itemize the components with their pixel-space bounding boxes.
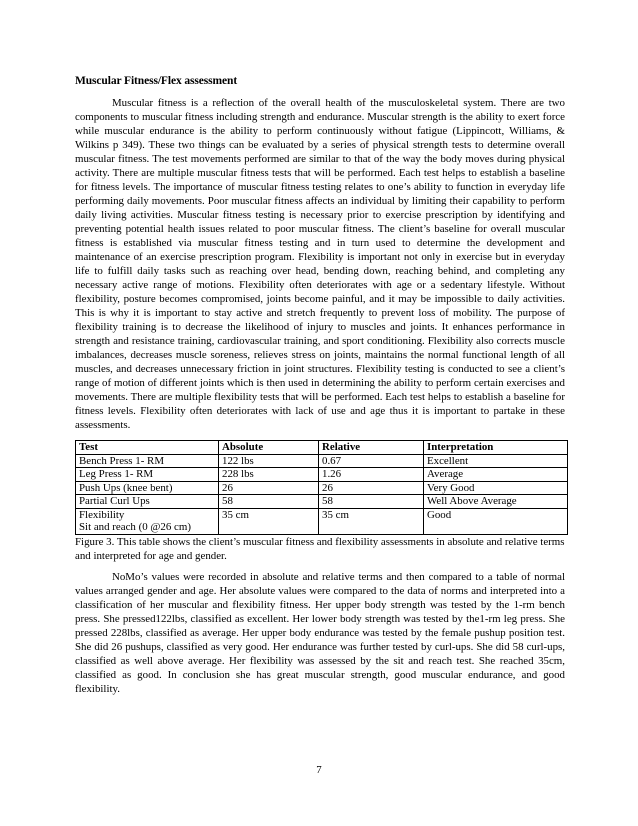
cell-test <box>76 508 219 534</box>
cell-test: Partial Curl Ups <box>76 495 219 509</box>
header-absolute: Absolute <box>219 441 319 455</box>
table-caption: Figure 3. This table shows the client’s muscular fitness and flexibility assessments in absolute and relative terms and interpreted for age and gender. <box>75 536 565 562</box>
cell-test: Push Ups (knee bent) <box>76 481 219 495</box>
cell-test: Leg Press 1- RM <box>76 468 219 482</box>
cell-relative: 1.26 <box>319 468 424 482</box>
cell-test: Bench Press 1- RM <box>76 454 219 468</box>
cell-absolute: 122 lbs <box>219 454 319 468</box>
table-row <box>76 481 568 495</box>
section-heading: Muscular Fitness/Flex assessment <box>75 75 238 87</box>
cell-interpretation: Well Above Average <box>424 495 568 509</box>
header-test: Test <box>76 441 219 455</box>
table-row <box>76 508 568 534</box>
cell-absolute: 26 <box>219 481 319 495</box>
intro-paragraph-text: Muscular fitness is a reflection of the overall health of the musculoskeletal system. There are two components to muscular fitness including strength and endurance. Muscular strength is the ability to exert force while muscular endurance is the ability to perform continuously without fatigue (Lippincott, Williams, & Wilkins p 349). These two things can be evaluated by a series of physical strength tests to determine overall muscular fitness. The test movements performed are similar to that of the way the body moves during physical activity. There are multiple muscular fitness tests that will be performed. Each test helps to establish a baseline for fitness levels. The importance of muscular fitness testing relates to one’s ability to function in everyday life performing daily movements. Poor muscular fitness affects an individual by limiting their capability to perform daily living activities. Muscular fitness testing is necessary prior to exercise prescription by identifying and preventing potential health issues related to poor muscular fitness. The client’s baseline for overall muscular fitness is established via muscular fitness testing and in turn used to determine the development and maintenance of an exercise prescription program. Flexibility is important not only in exercise but in everyday life to fulfill daily tasks such as reaching over head, bending down, reaching behind, and completing any necessary active range of motions. Flexibility often deteriorates with age or a sedentary lifestyle. Without flexibility, posture becomes compromised, joints become painful, and it may be impossible to daily activities. This is why it is important to stay active and stretch frequently to prevent loss of mobility. The purpose of flexibility training is to decrease the likelihood of injury to muscles and joints. It enhances performance in strength and resistance training, cardiovascular training, and sport conditioning. Flexibility also corrects muscle imbalances, decreases muscle soreness, relieves stress on joints, maintains the normal functional length of all muscles, and decreases unnecessary friction in joint structures. Flexibility testing is conducted to see a client’s range of motion of different joints which is then used in determining the ability to perform certain exercises and movements. There are multiple flexibility tests that will be performed. Each test helps to establish a baseline for fitness levels. Flexibility often deteriorates with lack of use and age thus it is important to partake in these assessments. <box>75 97 565 431</box>
cell-interpretation: Good <box>424 508 568 534</box>
cell-interpretation: Average <box>424 468 568 482</box>
cell-relative: 26 <box>319 481 424 495</box>
cell-test-line1: Flexibility <box>79 508 125 521</box>
fitness-results-table <box>75 440 568 535</box>
cell-relative: 0.67 <box>319 454 424 468</box>
page-number: 7 <box>316 764 322 776</box>
cell-test-line2: Sit and reach (0 @26 cm) <box>79 521 191 533</box>
cell-absolute: 35 cm <box>219 508 319 534</box>
table-row <box>76 495 568 509</box>
cell-relative: 35 cm <box>319 508 424 534</box>
cell-absolute: 228 lbs <box>219 468 319 482</box>
cell-interpretation: Very Good <box>424 481 568 495</box>
cell-relative: 58 <box>319 495 424 509</box>
table-row <box>76 454 568 468</box>
table-row <box>76 468 568 482</box>
header-interpretation: Interpretation <box>424 441 568 455</box>
results-paragraph <box>75 570 565 696</box>
table-header-row <box>76 441 568 455</box>
cell-interpretation: Excellent <box>424 454 568 468</box>
results-paragraph-text: NoMo’s values were recorded in absolute and relative terms and then compared to a table of normal values arranged gender and age. Her absolute values were compared to the data of norms and interpreted into a classification of her muscular and flexibility fitness. Her upper body strength was tested by the 1-rm bench press. She pressed122lbs, classified as excellent. Her lower body strength was tested by the1-rm leg press. She pressed 228lbs, classified as average. Her upper body endurance was tested by the female pushup position test. She did 26 pushups, classified as very good. Her endurance was further tested by curl-ups. She did 58 curl-ups, classified as well above average. Her flexibility was assessed by the sit and reach test. She reached 35cm, classified as good. In conclusion she has great muscular strength, good muscular endurance, and good flexibility. <box>75 571 565 695</box>
header-relative: Relative <box>319 441 424 455</box>
intro-paragraph <box>75 96 565 432</box>
cell-absolute: 58 <box>219 495 319 509</box>
